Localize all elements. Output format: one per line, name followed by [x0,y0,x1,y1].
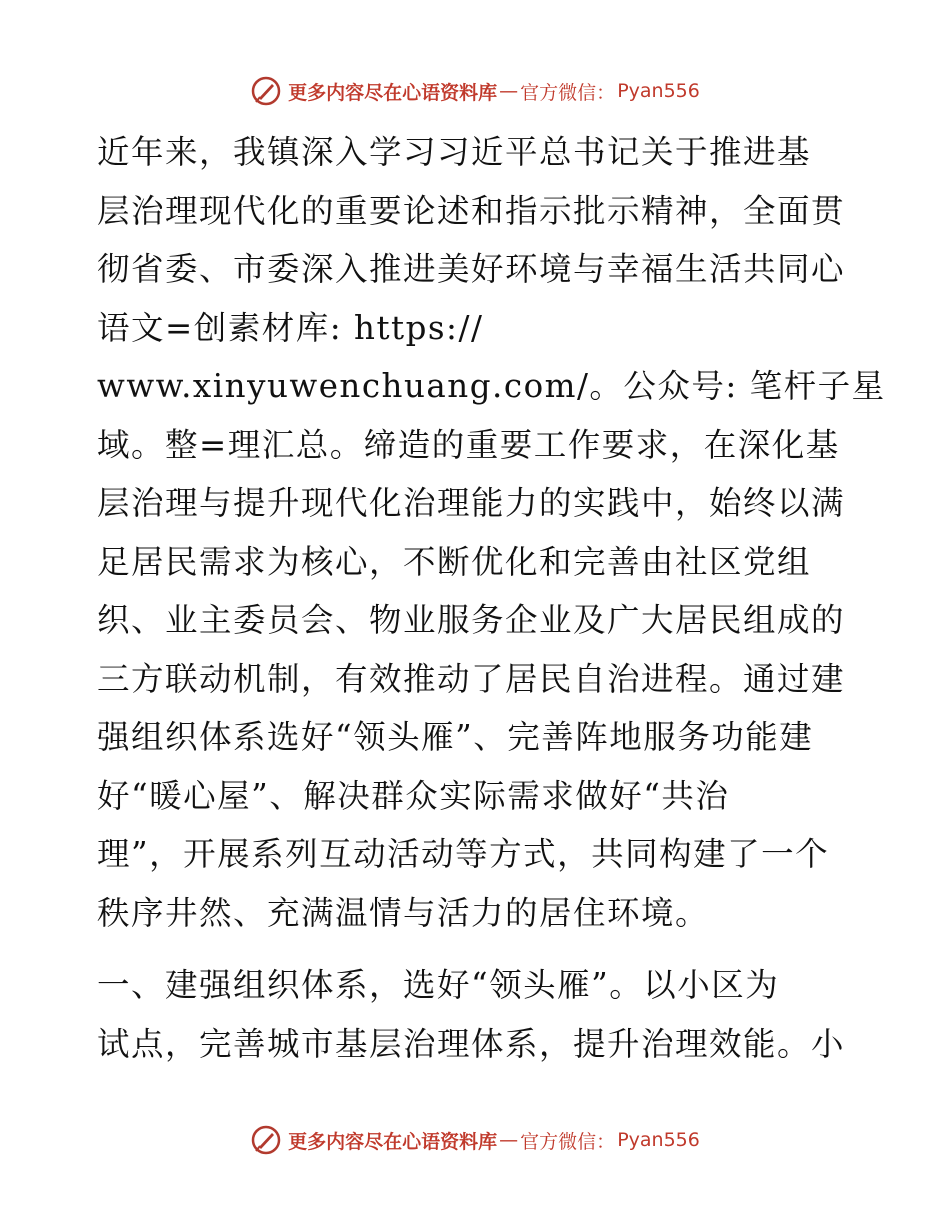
text-line: 层治理现代化的重要论述和指示批示精神，全面贯 [97,191,846,230]
paragraph-section-one [97,956,857,1073]
paragraph-intro [97,123,886,942]
text-line: 层治理与提升现代化治理能力的实践中，始终以满 [97,484,846,522]
text-line: 语文=创素材库: https:// [97,308,484,347]
document-body [97,123,886,1073]
watermark-dash: — [499,80,519,102]
text-line: 足居民需求为核心，不断优化和完善由社区党组 [97,542,812,581]
watermark-site-text: 更多内容尽在心语资料库 [288,81,498,104]
text-line: 彻省委、市委深入推进美好环境与幸福生活共同心 [97,250,846,288]
watermark-site-text: 更多内容尽在心语资料库 [288,1130,498,1153]
watermark-dash: — [499,1129,519,1151]
text-line: 织、业主委员会、物业服务企业及广大居民组成的 [97,601,846,639]
watermark-wechat-id: Pyan556 [617,1129,700,1151]
watermark-wechat-id: Pyan556 [617,80,700,102]
text-line: 三方联动机制，有效推动了居民自治进程。通过建 [97,659,846,698]
bottom-watermark-banner [0,1120,950,1160]
text-line: 近年来，我镇深入学习习近平总书记关于推进基 [97,133,812,171]
text-line: 理”，开展系列互动活动等方式，共同构建了一个 [97,835,830,873]
quill-logo-icon [250,75,282,107]
watermark-official-label: 官方微信： [520,1130,616,1153]
top-watermark-banner [0,71,950,111]
text-line: 强组织体系选好“领头雁”、完善阵地服务功能建 [97,718,814,756]
quill-logo-icon [250,1124,282,1156]
text-line: 域。整=理汇总。缔造的重要工作要求，在深化基 [97,425,840,464]
watermark-official-label: 官方微信： [520,81,616,104]
text-line: 试点，完善城市基层治理体系，提升治理效能。小 [97,1024,846,1063]
paragraph-gap [97,942,857,956]
text-line: 一、建强组织体系，选好“领头雁”。以小区为 [97,966,780,1004]
text-line: 秩序井然、充满温情与活力的居住环境。 [97,893,710,932]
text-line: 好“暖心屋”、解决群众实际需求做好“共治 [97,776,730,815]
text-line: www.xinyuwenchuang.com/。公众号: 笔杆子星 [97,367,886,405]
